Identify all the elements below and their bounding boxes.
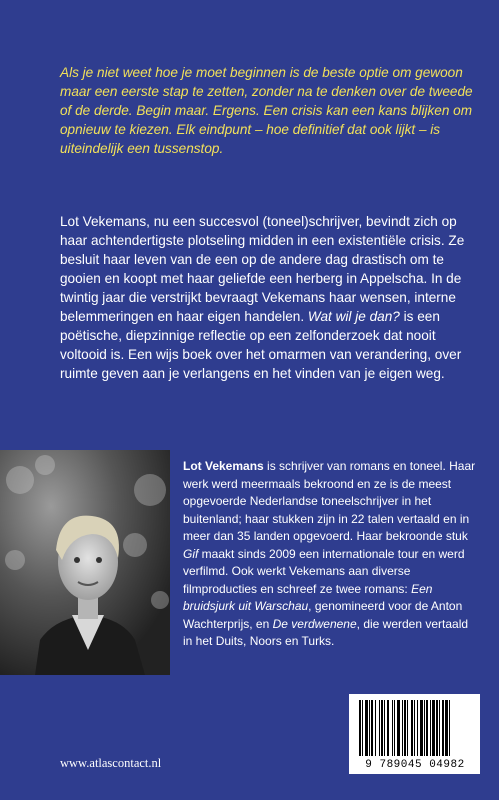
- book-title-italic: Wat wil je dan?: [307, 309, 400, 324]
- isbn-barcode: [349, 694, 480, 774]
- barcode-bar: [439, 700, 440, 756]
- author-portrait-image: [0, 450, 170, 675]
- barcode-bar: [442, 700, 444, 756]
- barcode-bar: [420, 700, 423, 756]
- barcode-bar: [359, 700, 361, 756]
- barcode-bar: [369, 700, 370, 756]
- barcode-bar: [365, 700, 368, 756]
- author-bio-paragraph: [183, 458, 478, 651]
- blurb-text-2: is een poëtische, diepzinnige reflectie op een zelfonderzoek dat nooit voltooid is. Een wijs boek over het omarmen van verandering, over ruimte geven aan je verlangens en het vinden van je eigen weg.: [60, 309, 462, 381]
- pull-quote: [60, 63, 480, 158]
- barcode-bar: [402, 700, 403, 756]
- barcode-bar: [404, 700, 406, 756]
- novel-title-1: Een bruidsjurk uit Warschau: [183, 581, 433, 613]
- barcode-bar: [397, 700, 400, 756]
- barcode-bar: [362, 700, 363, 756]
- barcode-bar: [371, 700, 373, 756]
- barcode-bars: [357, 700, 472, 756]
- bio-text-2: maakt sinds 2009 een internationale tour en werd verfilmd. Ook werkt Vekemans aan diverse filmproducties en schreef ze twee romans:: [183, 546, 465, 596]
- barcode-bar: [392, 700, 393, 756]
- barcode-bar: [436, 700, 438, 756]
- barcode-bar: [426, 700, 428, 756]
- barcode-bar: [432, 700, 435, 756]
- barcode-bar: [381, 700, 383, 756]
- barcode-bar: [411, 700, 413, 756]
- author-photo: [0, 450, 170, 675]
- barcode-bar: [384, 700, 385, 756]
- publisher-website: www.atlascontact.nl: [60, 756, 162, 770]
- blurb: [60, 212, 480, 383]
- barcode-bar: [430, 700, 431, 756]
- barcode-bar: [417, 700, 418, 756]
- bio-text-1: is schrijver van romans en toneel. Haar werk werd meermaals bekroond en ze is de meest opgevoerde Nederlandse toneelschrijver in het buitenland; haar stukken zijn in 22 talen vertaald en in meer dan 35 landen opgevoerd. Haar bekroonde stuk: [183, 459, 476, 543]
- barcode-bar: [445, 700, 448, 756]
- barcode-bar: [424, 700, 425, 756]
- pull-quote-text: Als je niet weet hoe je moet beginnen is de beste optie om gewoon maar een eerste stap te zetten, zonder na te denken over de tweede of de derde. Begin maar. Ergens. Een crisis kan een kans blijken om opnieuw te kiezen. Elk eindpunt – hoe definitief dat ook lijkt – is uiteindelijk een tussenstop.: [60, 65, 473, 156]
- bio-text-3: , genomineerd voor de Anton Wachterprijs, en: [183, 599, 463, 631]
- barcode-bar: [387, 700, 389, 756]
- barcode-bar: [394, 700, 395, 756]
- bio-text-4: , die werden vertaald in het Duits, Noors en Turks.: [183, 616, 469, 648]
- barcode-bar: [414, 700, 415, 756]
- barcode-bar: [407, 700, 408, 756]
- blurb-paragraph: [60, 212, 480, 383]
- isbn-digits: 9 789045 04982: [365, 759, 465, 771]
- blurb-text-1: Lot Vekemans, nu een succesvol (toneel)schrijver, bevindt zich op haar achtendertigste plotseling midden in een existentiële crisis. Ze besluit haar leven van de een op de andere dag drastisch om te gooien en koopt met haar geliefde een herberg in Appelscha. In de twintig jaar die verstrijkt bevraagt Vekemans haar wensen, interne belemmeringen en haar eigen handelen.: [60, 214, 465, 324]
- author-bio: [183, 458, 478, 651]
- barcode-bar: [379, 700, 380, 756]
- play-title: Gif: [183, 546, 199, 561]
- barcode-bar: [375, 700, 376, 756]
- author-name: Lot Vekemans: [183, 459, 264, 473]
- novel-title-2: De verdwenene: [272, 616, 357, 631]
- barcode-bar: [449, 700, 450, 756]
